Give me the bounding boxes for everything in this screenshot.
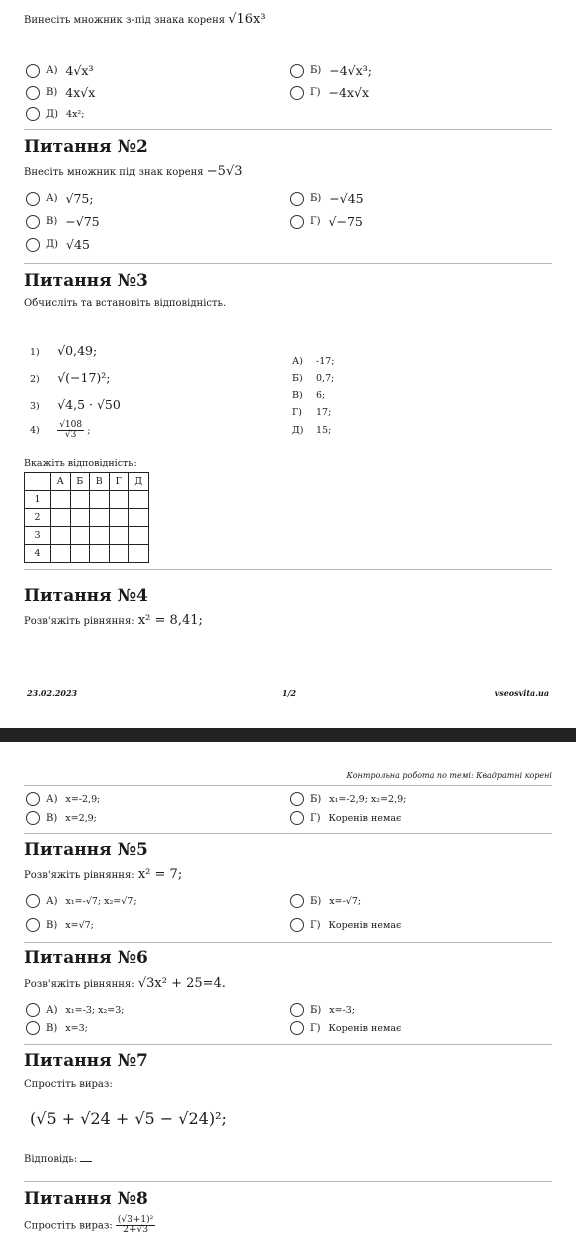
option-label: А) bbox=[46, 1004, 58, 1016]
grid-row bbox=[25, 491, 149, 509]
q5-option-c[interactable] bbox=[26, 918, 94, 932]
q4-option-a[interactable] bbox=[26, 792, 100, 806]
q2-heading: Питання №2 bbox=[24, 137, 148, 157]
option-value: x₁=-3; x₂=3; bbox=[65, 1004, 125, 1016]
q6-text: Розв'яжіть рівняння: bbox=[24, 979, 135, 990]
q7-text: Спростіть вираз: bbox=[24, 1079, 113, 1090]
q3-right-item-c bbox=[292, 390, 325, 401]
fraction-numerator: √108 bbox=[59, 420, 83, 430]
q2-option-b[interactable] bbox=[290, 191, 364, 206]
q5-heading: Питання №5 bbox=[24, 840, 148, 860]
answer-grid bbox=[24, 472, 149, 563]
grid-cell[interactable] bbox=[129, 491, 149, 509]
radio-button[interactable] bbox=[26, 1021, 40, 1035]
fraction-denominator: 2+√3 bbox=[123, 1225, 148, 1236]
radio-button[interactable] bbox=[26, 792, 40, 806]
item-letter: В) bbox=[292, 390, 303, 401]
grid-row bbox=[25, 527, 149, 545]
option-value: Коренів немає bbox=[328, 1022, 402, 1034]
option-label: Д) bbox=[46, 108, 59, 120]
option-label: Б) bbox=[310, 793, 322, 805]
q1-option-a[interactable] bbox=[26, 63, 93, 78]
option-value: 4x√x bbox=[65, 85, 96, 100]
q2-text: Внесіть множник під знак кореня bbox=[24, 167, 204, 178]
radio-button[interactable] bbox=[26, 918, 40, 932]
item-letter: Д) bbox=[292, 425, 304, 436]
item-value: 15; bbox=[316, 425, 332, 436]
grid-col-header: Г bbox=[109, 473, 129, 491]
option-label: А) bbox=[46, 793, 58, 805]
option-label: Г) bbox=[310, 216, 321, 227]
option-label: В) bbox=[46, 1022, 58, 1034]
radio-button[interactable] bbox=[26, 64, 40, 78]
option-value: −√45 bbox=[329, 191, 364, 206]
option-label: В) bbox=[46, 812, 58, 824]
q2-option-c[interactable] bbox=[26, 214, 100, 229]
radio-button[interactable] bbox=[26, 86, 40, 100]
q8-heading: Питання №8 bbox=[24, 1189, 148, 1209]
q4-option-c[interactable] bbox=[26, 811, 97, 825]
q1-text: Винесіть множник з-під знака кореня bbox=[24, 15, 226, 26]
q3-grid-label: Вкажіть відповідність: bbox=[24, 458, 137, 469]
divider bbox=[24, 1181, 552, 1182]
q6-heading: Питання №6 bbox=[24, 948, 148, 968]
option-value: √−75 bbox=[328, 214, 363, 229]
q3-right-item-a bbox=[292, 356, 335, 367]
grid-row bbox=[25, 509, 149, 527]
divider bbox=[24, 833, 552, 834]
grid-cell[interactable] bbox=[129, 527, 149, 545]
grid-cell[interactable] bbox=[90, 509, 110, 527]
q3-text: Обчисліть та встановіть відповідність. bbox=[24, 298, 227, 309]
item-letter: Г) bbox=[292, 407, 302, 418]
grid-row-header: 3 bbox=[25, 527, 51, 545]
radio-button[interactable] bbox=[26, 1003, 40, 1017]
answer-blank[interactable] bbox=[80, 1153, 92, 1162]
option-label: А) bbox=[46, 193, 58, 204]
radio-button[interactable] bbox=[26, 238, 40, 252]
option-label: В) bbox=[46, 87, 58, 98]
item-number: 2) bbox=[30, 374, 40, 385]
divider bbox=[24, 942, 552, 943]
item-value: 0,7; bbox=[316, 373, 335, 384]
q5-text: Розв'яжіть рівняння: bbox=[24, 870, 135, 881]
q5-expression: x² = 7; bbox=[137, 867, 183, 882]
radio-button[interactable] bbox=[290, 894, 304, 908]
q5-prompt bbox=[24, 867, 182, 882]
q5-option-a[interactable] bbox=[26, 894, 137, 908]
option-value: −4x√x bbox=[328, 85, 370, 100]
radio-button[interactable] bbox=[290, 811, 304, 825]
option-value: √45 bbox=[66, 237, 90, 252]
grid-cell[interactable] bbox=[129, 545, 149, 563]
grid-col-header: Б bbox=[70, 473, 90, 491]
item-expression: √4,5 · √50 bbox=[57, 397, 121, 412]
option-value: Коренів немає bbox=[328, 919, 402, 931]
q1-option-b[interactable] bbox=[290, 63, 372, 78]
q2-option-a[interactable] bbox=[26, 191, 94, 206]
item-tail: ; bbox=[87, 425, 91, 437]
q1-option-e[interactable] bbox=[26, 107, 84, 121]
option-value: x=-3; bbox=[329, 1004, 356, 1016]
grid-cell[interactable] bbox=[70, 509, 90, 527]
q6-expression: √3x² + 25=4. bbox=[137, 976, 226, 991]
q7-expression: (√5 + √24 + √5 − √24)²; bbox=[30, 1109, 227, 1128]
q8-text: Спростіть вираз: bbox=[24, 1220, 113, 1232]
grid-row-header: 4 bbox=[25, 545, 51, 563]
q3-right-item-e bbox=[292, 425, 331, 436]
radio-button[interactable] bbox=[290, 192, 304, 206]
option-label: Г) bbox=[310, 919, 321, 931]
running-header: Контрольна робота по темі: Квадратні корені bbox=[346, 771, 552, 780]
option-label: В) bbox=[46, 216, 58, 227]
item-number: 4) bbox=[30, 425, 40, 437]
q4-text: Розв'яжіть рівняння: bbox=[24, 616, 135, 627]
q1-option-c[interactable] bbox=[26, 85, 95, 100]
q4-option-b[interactable] bbox=[290, 792, 406, 806]
fraction-numerator: (√3+1)² bbox=[117, 1215, 154, 1225]
option-label: Г) bbox=[310, 87, 321, 98]
option-value: −√75 bbox=[65, 214, 100, 229]
q3-right-item-d bbox=[292, 407, 331, 418]
footer-site[interactable]: vseosvita.ua bbox=[494, 688, 549, 698]
q6-option-d[interactable] bbox=[290, 1021, 401, 1035]
grid-cell[interactable] bbox=[90, 527, 110, 545]
radio-button[interactable] bbox=[290, 918, 304, 932]
item-number: 3) bbox=[30, 401, 40, 412]
radio-button[interactable] bbox=[26, 894, 40, 908]
option-label: А) bbox=[46, 895, 58, 907]
option-label: Г) bbox=[310, 812, 321, 824]
grid-cell[interactable] bbox=[90, 545, 110, 563]
item-value: -17; bbox=[316, 356, 335, 367]
grid-cell[interactable] bbox=[109, 509, 129, 527]
radio-button[interactable] bbox=[26, 215, 40, 229]
item-letter: Б) bbox=[292, 373, 303, 384]
q3-left-item-2 bbox=[30, 370, 111, 385]
radio-button[interactable] bbox=[26, 811, 40, 825]
q4-option-d[interactable] bbox=[290, 811, 401, 825]
q8-fraction bbox=[116, 1216, 155, 1236]
q3-heading: Питання №3 bbox=[24, 271, 148, 291]
q6-prompt bbox=[24, 976, 226, 991]
grid-header-row bbox=[25, 473, 149, 491]
option-value: −4√x³; bbox=[329, 63, 372, 78]
option-value: x=3; bbox=[65, 1022, 88, 1034]
q2-prompt bbox=[24, 164, 243, 179]
q2-option-e[interactable] bbox=[26, 237, 90, 252]
grid-cell[interactable] bbox=[90, 491, 110, 509]
fraction bbox=[57, 421, 84, 441]
q6-option-a[interactable] bbox=[26, 1003, 124, 1017]
grid-cell[interactable] bbox=[129, 509, 149, 527]
radio-button[interactable] bbox=[290, 1021, 304, 1035]
radio-button[interactable] bbox=[290, 215, 304, 229]
option-value: x₁=-√7; x₂=√7; bbox=[65, 895, 137, 907]
answer-label: Відповідь: bbox=[24, 1154, 78, 1165]
item-expression: √(−17)²; bbox=[57, 370, 111, 385]
item-expression: √0,49; bbox=[57, 343, 98, 358]
q1-expression: √16x³ bbox=[228, 12, 266, 27]
q5-option-b[interactable] bbox=[290, 894, 361, 908]
radio-button[interactable] bbox=[26, 107, 40, 121]
option-value: Коренів немає bbox=[328, 812, 402, 824]
page-separator bbox=[0, 728, 576, 742]
divider bbox=[24, 569, 552, 570]
option-value: 4x²; bbox=[66, 108, 85, 120]
radio-button[interactable] bbox=[290, 64, 304, 78]
q3-left-item-4 bbox=[30, 421, 91, 441]
radio-button[interactable] bbox=[290, 1003, 304, 1017]
radio-button[interactable] bbox=[290, 86, 304, 100]
footer-date: 23.02.2023 bbox=[27, 688, 78, 698]
grid-row bbox=[25, 545, 149, 563]
grid-col-header: Д bbox=[129, 473, 149, 491]
option-value: x₁=-2,9; x₂=2,9; bbox=[329, 793, 407, 805]
q2-option-d[interactable] bbox=[290, 214, 363, 229]
grid-col-header: В bbox=[90, 473, 110, 491]
option-value: x=-2,9; bbox=[65, 793, 101, 805]
option-value: x=√7; bbox=[65, 919, 94, 931]
item-value: 17; bbox=[316, 407, 332, 418]
grid-col-header: А bbox=[51, 473, 71, 491]
grid-corner-cell bbox=[25, 473, 51, 491]
item-value: 6; bbox=[316, 390, 326, 401]
option-label: Г) bbox=[310, 1022, 321, 1034]
grid-cell[interactable] bbox=[70, 491, 90, 509]
grid-cell[interactable] bbox=[109, 545, 129, 563]
grid-cell[interactable] bbox=[51, 491, 71, 509]
grid-row-header: 2 bbox=[25, 509, 51, 527]
grid-cell[interactable] bbox=[109, 491, 129, 509]
divider bbox=[24, 263, 552, 264]
option-label: Б) bbox=[310, 1004, 322, 1016]
q1-option-d[interactable] bbox=[290, 85, 369, 100]
grid-cell[interactable] bbox=[51, 509, 71, 527]
item-number: 1) bbox=[30, 347, 40, 358]
q5-option-d[interactable] bbox=[290, 918, 401, 932]
q4-prompt bbox=[24, 613, 203, 628]
option-value: x=-√7; bbox=[329, 895, 362, 907]
option-label: Б) bbox=[310, 65, 322, 76]
option-label: А) bbox=[46, 65, 58, 76]
radio-button[interactable] bbox=[290, 792, 304, 806]
q3-left-item-1 bbox=[30, 343, 97, 358]
q4-heading: Питання №4 bbox=[24, 586, 148, 606]
divider bbox=[24, 785, 552, 786]
option-label: Б) bbox=[310, 193, 322, 204]
grid-cell[interactable] bbox=[70, 545, 90, 563]
q3-left-item-3 bbox=[30, 397, 121, 412]
option-label: Б) bbox=[310, 895, 322, 907]
divider bbox=[24, 1044, 552, 1045]
option-label: В) bbox=[46, 919, 58, 931]
grid-cell[interactable] bbox=[109, 527, 129, 545]
q8-prompt bbox=[24, 1216, 155, 1236]
q4-expression: x² = 8,41; bbox=[137, 613, 203, 628]
grid-cell[interactable] bbox=[51, 545, 71, 563]
q3-right-item-b bbox=[292, 373, 334, 384]
grid-cell[interactable] bbox=[51, 527, 71, 545]
q2-expression: −5√3 bbox=[206, 164, 243, 179]
fraction-denominator: √3 bbox=[64, 430, 77, 441]
item-letter: А) bbox=[292, 356, 303, 367]
q6-option-b[interactable] bbox=[290, 1003, 355, 1017]
grid-cell[interactable] bbox=[70, 527, 90, 545]
option-value: √75; bbox=[65, 191, 94, 206]
divider bbox=[24, 129, 552, 130]
q7-heading: Питання №7 bbox=[24, 1051, 148, 1071]
grid-row-header: 1 bbox=[25, 491, 51, 509]
option-value: 4√x³ bbox=[65, 63, 94, 78]
radio-button[interactable] bbox=[26, 192, 40, 206]
q7-answer bbox=[24, 1153, 92, 1165]
option-label: Д) bbox=[46, 239, 59, 250]
footer-page-number: 1/2 bbox=[282, 688, 297, 698]
q6-option-c[interactable] bbox=[26, 1021, 88, 1035]
q1-prompt bbox=[24, 12, 266, 27]
option-value: x=2,9; bbox=[65, 812, 97, 824]
